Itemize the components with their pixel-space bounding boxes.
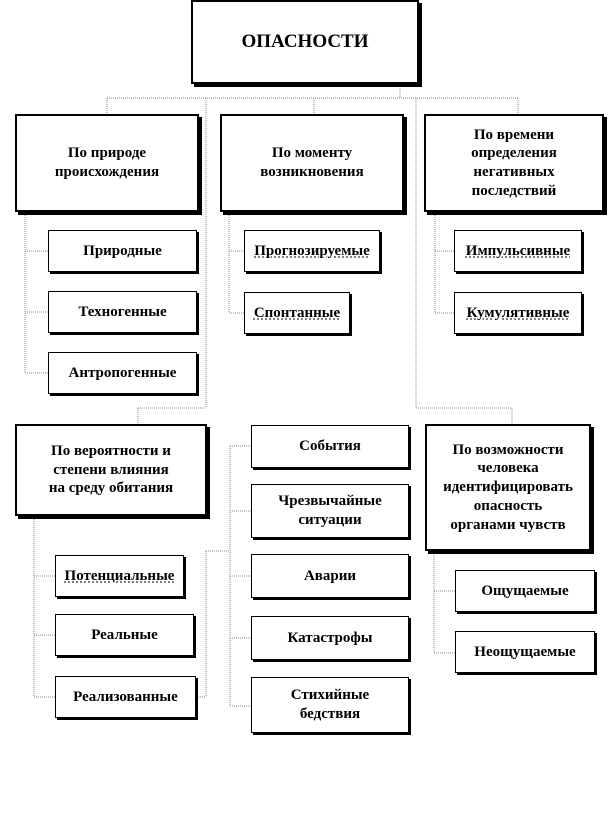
moment-item-spontaneous-label: Спонтанные: [253, 304, 341, 321]
root-node: [191, 0, 419, 84]
category-time-label: По времени определения негативных последствий: [471, 126, 557, 199]
probability-item-realized-label: Реализованные: [73, 688, 178, 705]
category-perception-label: По возможности человека идентифицировать опасность органами чувств: [443, 441, 573, 533]
origin-item-anthropogenic-label: Антропогенные: [68, 364, 177, 381]
realized-type-catastrophes: [251, 616, 409, 660]
origin-item-technogenic: [48, 291, 197, 333]
category-probability: [15, 424, 207, 516]
category-origin: [15, 114, 199, 212]
category-moment-label: По моменту возникновения: [260, 145, 364, 180]
time-item-cumulative: [454, 292, 582, 334]
moment-item-predictable: [244, 230, 380, 272]
category-moment: [220, 114, 404, 212]
realized-type-events: [251, 425, 409, 468]
realized-type-natural-disasters-label: Стихийные бедствия: [290, 687, 370, 722]
time-item-impulsive-label: Импульсивные: [465, 242, 571, 259]
time-item-impulsive: [454, 230, 582, 272]
origin-item-technogenic-label: Техногенные: [78, 303, 167, 320]
realized-type-catastrophes-label: Катастрофы: [287, 629, 373, 646]
perception-item-perceptible-label: Ощущаемые: [481, 582, 569, 599]
probability-item-realized: [55, 676, 196, 718]
perception-item-imperceptible: [455, 631, 595, 673]
category-probability-label: По вероятности и степени влияния на среду обитания: [48, 442, 174, 497]
origin-item-natural: [48, 230, 197, 272]
perception-item-imperceptible-label: Неощущаемые: [474, 643, 576, 660]
probability-item-real: [55, 614, 194, 656]
realized-type-natural-disasters: [251, 677, 409, 733]
perception-item-perceptible: [455, 570, 595, 612]
probability-item-potential: [55, 555, 184, 597]
realized-type-accidents: [251, 554, 409, 598]
time-item-cumulative-label: Кумулятивные: [466, 304, 570, 321]
moment-item-spontaneous: [244, 292, 350, 334]
realized-type-events-label: События: [299, 438, 361, 455]
category-origin-label: По природе происхождения: [54, 145, 160, 180]
realized-type-emergencies: [251, 484, 409, 538]
realized-type-accidents-label: Аварии: [303, 567, 357, 584]
root-label: ОПАСНОСТИ: [241, 31, 369, 53]
origin-item-natural-label: Природные: [83, 242, 162, 259]
category-perception: [425, 424, 591, 551]
realized-type-emergencies-label: Чрезвычайные ситуации: [278, 493, 382, 528]
probability-item-potential-label: Потенциальные: [64, 567, 175, 584]
origin-item-anthropogenic: [48, 352, 197, 394]
category-time: [424, 114, 604, 212]
probability-item-real-label: Реальные: [91, 626, 158, 643]
moment-item-predictable-label: Прогнозируемые: [254, 242, 370, 259]
